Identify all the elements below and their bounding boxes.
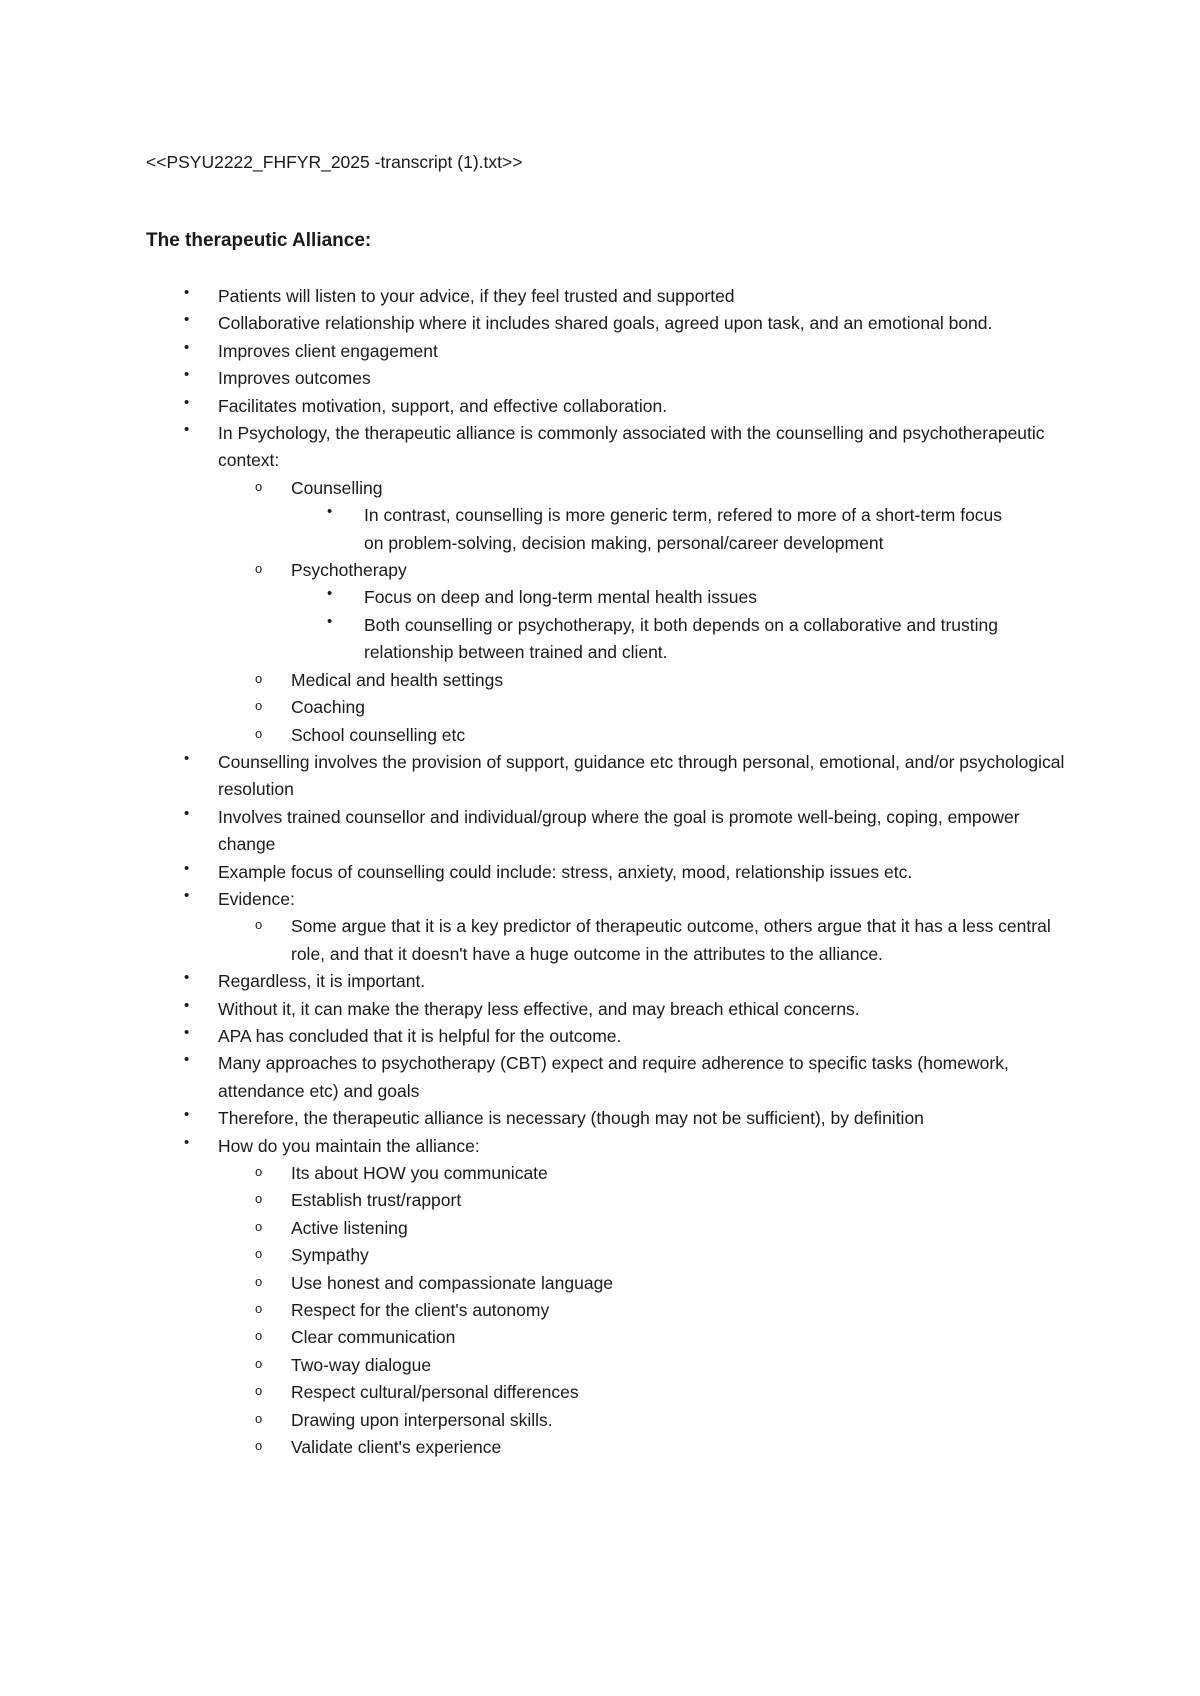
list-item bbox=[0, 584, 1024, 611]
bullet-dot-icon: • bbox=[327, 585, 333, 603]
bullet-dot-icon: • bbox=[184, 311, 190, 329]
section-heading: The therapeutic Alliance: bbox=[146, 230, 372, 251]
hollow-circle-bullet-icon: o bbox=[255, 1438, 263, 1454]
list-item-text: Two-way dialogue bbox=[291, 1354, 432, 1375]
bullet-dot-icon: • bbox=[184, 1023, 190, 1041]
list-item-text: Sympathy bbox=[291, 1245, 369, 1266]
bullet-dot-icon: • bbox=[184, 996, 190, 1014]
hollow-circle-bullet-icon: o bbox=[255, 1301, 263, 1317]
list-item bbox=[0, 749, 1073, 804]
list-item-text: Counselling involves the provision of support, guidance etc through personal, emotional, and/or psychological resolution bbox=[218, 751, 1065, 800]
bullet-dot-icon: • bbox=[184, 886, 190, 904]
list-item-text: Patients will listen to your advice, if they feel trusted and supported bbox=[218, 286, 735, 306]
list-item bbox=[0, 1050, 1073, 1105]
list-item-text: School counselling etc bbox=[291, 724, 466, 745]
list-item-text: Both counselling or psychotherapy, it both depends on a collaborative and trusting relationship between trained and client. bbox=[364, 614, 998, 663]
hollow-circle-bullet-icon: o bbox=[255, 561, 263, 577]
list-item-text: Example focus of counselling could include: stress, anxiety, mood, relationship issues etc. bbox=[218, 861, 913, 882]
hollow-circle-bullet-icon: o bbox=[255, 1355, 263, 1371]
hollow-circle-bullet-icon: o bbox=[255, 725, 263, 741]
bullet-dot-icon: • bbox=[327, 503, 333, 521]
list-item-text: Regardless, it is important. bbox=[218, 971, 426, 992]
bullet-dot-icon: • bbox=[184, 1133, 190, 1151]
hollow-circle-bullet-icon: o bbox=[255, 698, 263, 714]
bullet-dot-icon: • bbox=[184, 1106, 190, 1124]
list-item-text: Involves trained counsellor and individual/group where the goal is promote well-being, coping, empower change bbox=[218, 806, 1020, 855]
list-item-text: Many approaches to psychotherapy (CBT) expect and require adherence to specific tasks (homework, attendance etc) and goals bbox=[218, 1053, 1009, 1101]
hollow-circle-bullet-icon: o bbox=[255, 1246, 263, 1262]
list-item-text: Establish trust/rapport bbox=[291, 1190, 462, 1211]
list-item bbox=[0, 1160, 1073, 1187]
list-item-text: Validate client's experience bbox=[291, 1437, 502, 1458]
list-item bbox=[0, 859, 1073, 886]
list-item bbox=[0, 667, 1073, 694]
list-item-text: Medical and health settings bbox=[291, 669, 504, 690]
list-item bbox=[0, 1133, 1073, 1160]
list-item bbox=[0, 557, 1073, 584]
transcript-reference: <<PSYU2222_FHFYR_2025 -transcript (1).txt>> bbox=[146, 152, 523, 172]
list-item-text: Collaborative relationship where it includes shared goals, agreed upon task, and an emotional bond. bbox=[218, 313, 993, 334]
hollow-circle-bullet-icon: o bbox=[255, 1273, 263, 1289]
bullet-dot-icon: • bbox=[184, 393, 190, 411]
bullet-dot-icon: • bbox=[184, 1051, 190, 1069]
list-item bbox=[0, 475, 1073, 502]
list-item-text: Respect cultural/personal differences bbox=[291, 1382, 579, 1403]
list-item bbox=[0, 502, 1024, 557]
list-item bbox=[0, 1242, 1073, 1269]
bullet-dot-icon: • bbox=[184, 421, 190, 439]
list-item-text: Clear communication bbox=[291, 1327, 456, 1348]
list-item bbox=[0, 1379, 1073, 1406]
bullet-dot-icon: • bbox=[184, 859, 190, 877]
list-item bbox=[0, 1407, 1073, 1434]
list-item-text: In Psychology, the therapeutic alliance is commonly associated with the counselling and psychotherapeutic context: bbox=[218, 423, 1045, 471]
list-item bbox=[0, 722, 1073, 749]
list-item-text: Improves client engagement bbox=[218, 340, 438, 361]
list-item bbox=[0, 694, 1073, 721]
list-item-text: Facilitates motivation, support, and effective collaboration. bbox=[218, 395, 668, 416]
list-item bbox=[0, 1105, 1073, 1132]
list-item-text: Coaching bbox=[291, 697, 365, 718]
list-item bbox=[0, 1434, 1073, 1461]
list-item bbox=[0, 886, 1073, 913]
list-item-text: APA has concluded that it is helpful for the outcome. bbox=[218, 1025, 622, 1046]
bullet-dot-icon: • bbox=[184, 804, 190, 822]
list-item bbox=[0, 996, 1073, 1023]
list-item-text: Therefore, the therapeutic alliance is necessary (though may not be sufficient), by definition bbox=[218, 1108, 924, 1129]
list-item-text: Psychotherapy bbox=[291, 560, 407, 581]
bullet-dot-icon: • bbox=[184, 284, 190, 301]
bullet-list bbox=[0, 283, 1200, 1461]
list-item bbox=[0, 393, 1073, 420]
list-item bbox=[0, 1270, 1073, 1297]
list-item-text: Drawing upon interpersonal skills. bbox=[291, 1409, 553, 1430]
list-item-text: Improves outcomes bbox=[218, 368, 371, 389]
hollow-circle-bullet-icon: o bbox=[255, 670, 263, 686]
hollow-circle-bullet-icon: o bbox=[255, 1191, 263, 1207]
bullet-dot-icon: • bbox=[184, 969, 190, 987]
list-item bbox=[0, 420, 1073, 475]
list-item-text: Focus on deep and long-term mental health issues bbox=[364, 587, 758, 608]
list-item bbox=[0, 1187, 1073, 1214]
list-item bbox=[0, 968, 1073, 995]
list-item bbox=[0, 612, 1024, 667]
list-item-text: How do you maintain the alliance: bbox=[218, 1135, 480, 1156]
list-item-text: In contrast, counselling is more generic term, refered to more of a short-term focus on problem-solving, decision making, personal/career development bbox=[364, 505, 1003, 553]
list-item bbox=[0, 804, 1073, 859]
list-item bbox=[0, 1023, 1073, 1050]
hollow-circle-bullet-icon: o bbox=[255, 478, 263, 494]
list-item bbox=[0, 1352, 1073, 1379]
list-item-text: Counselling bbox=[291, 477, 383, 498]
list-item bbox=[0, 1297, 1073, 1324]
list-item bbox=[0, 283, 1073, 310]
bullet-dot-icon: • bbox=[184, 749, 190, 767]
bullet-dot-icon: • bbox=[184, 338, 190, 356]
list-item bbox=[0, 1215, 1073, 1242]
hollow-circle-bullet-icon: o bbox=[255, 1218, 263, 1234]
hollow-circle-bullet-icon: o bbox=[255, 1164, 263, 1179]
bullet-dot-icon: • bbox=[327, 612, 333, 630]
list-item-text: Evidence: bbox=[218, 888, 295, 909]
hollow-circle-bullet-icon: o bbox=[255, 1383, 263, 1399]
list-item bbox=[0, 338, 1073, 365]
list-item bbox=[0, 1324, 1073, 1351]
hollow-circle-bullet-icon: o bbox=[255, 1410, 263, 1426]
list-item-text: Without it, it can make the therapy less effective, and may breach ethical concerns. bbox=[218, 998, 860, 1019]
hollow-circle-bullet-icon: o bbox=[255, 917, 263, 933]
list-item bbox=[0, 365, 1073, 392]
list-item bbox=[0, 310, 1073, 337]
list-item-text: Active listening bbox=[291, 1217, 408, 1238]
list-item bbox=[0, 913, 1073, 968]
list-item-text: Respect for the client's autonomy bbox=[291, 1300, 550, 1321]
bullet-dot-icon: • bbox=[184, 366, 190, 384]
list-item-text: Some argue that it is a key predictor of therapeutic outcome, others argue that it has a less central role, and that it doesn't have a huge outcome in the attributes to the alliance. bbox=[291, 916, 1051, 964]
hollow-circle-bullet-icon: o bbox=[255, 1328, 263, 1344]
list-item-text: Its about HOW you communicate bbox=[291, 1163, 548, 1183]
list-item-text: Use honest and compassionate language bbox=[291, 1272, 614, 1293]
